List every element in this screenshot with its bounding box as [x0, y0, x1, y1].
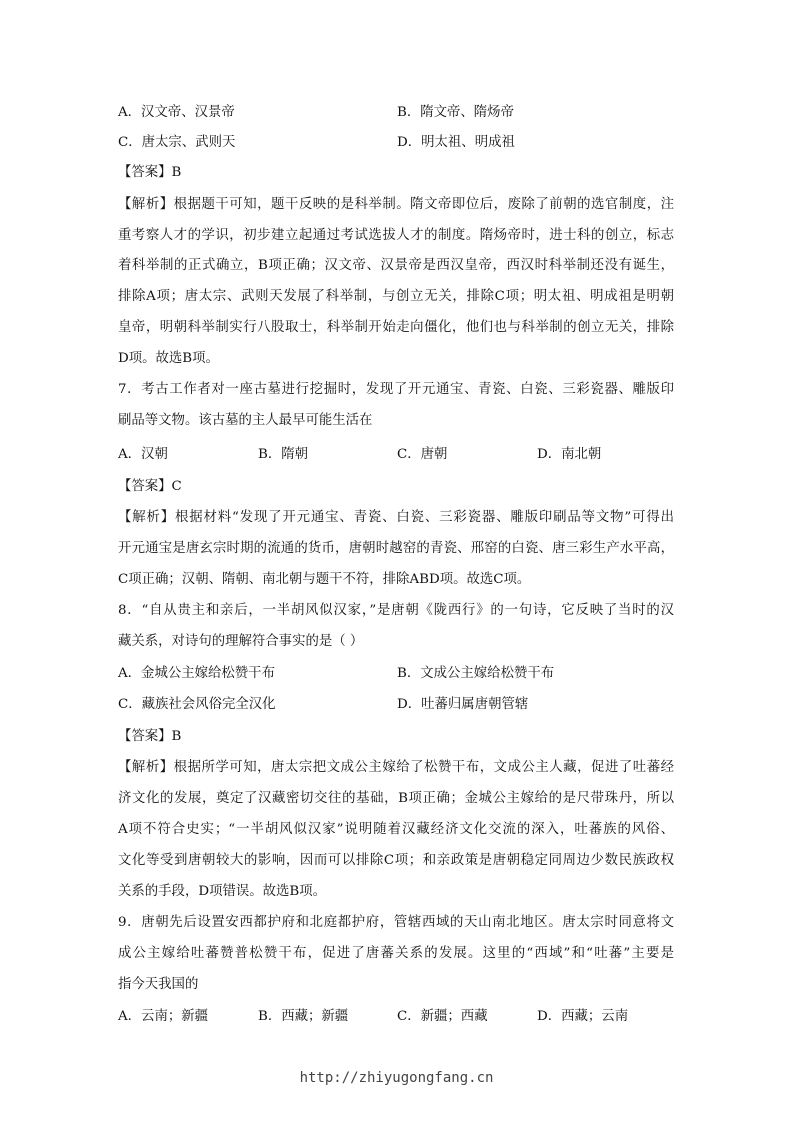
q8-analysis-line-1: 【解析】根据所学可知，唐太宗把文成公主嫁给了松赞干布，文成公主人藏，促进了吐蕃经 — [118, 760, 674, 775]
q6-option-c: C．唐太宗、武则天 — [118, 135, 236, 150]
q7-analysis-line-1: 【解析】根据材料“发现了开元通宝、青瓷、白瓷、三彩瓷器、雕版印刷品等文物”可得出 — [118, 510, 674, 525]
q9-stem-line-2: 成公主嫁给吐蕃赞普松赞干布，促进了唐蕃关系的发展。这里的“西域”和“吐蕃”主要是 — [118, 946, 674, 961]
q7-option-d: D．南北朝 — [537, 447, 602, 462]
q9-option-c: C．新疆；西藏 — [397, 1009, 488, 1024]
q6-analysis-line-4: 排除A项；唐太宗、武则天发展了科举制，与创立无关，排除C项；明太祖、明成祖是明朝 — [118, 289, 674, 304]
q8-stem-line-1: 8．“自从贵主和亲后，一半胡风似汉家，”是唐朝《陇西行》的一句诗，它反映了当时的汉 — [118, 603, 674, 618]
q8-option-d: D．吐蕃归属唐朝管辖 — [397, 697, 529, 712]
q6-option-b: B．隋文帝、隋炀帝 — [397, 105, 514, 120]
q8-analysis-line-4: 文化等受到唐朝较大的影响，因而可以排除C项；和亲政策是唐朝稳定同周边少数民族政权 — [118, 853, 674, 868]
q9-option-b: B．西藏；新疆 — [258, 1009, 349, 1024]
q8-analysis-line-2: 济文化的发展，奠定了汉藏密切交往的基础，B项正确；金城公主嫁给的是尺带珠丹，所以 — [118, 791, 674, 806]
q6-analysis-line-5: 皇帝，明朝科举制实行八股取士，科举制开始走向僵化，他们也与科举制的创立无关，排除 — [118, 320, 674, 335]
q7-stem-line-2: 刷品等文物。该古墓的主人最早可能生活在 — [118, 413, 373, 428]
q6-analysis-line-1: 【解析】根据题干可知，题干反映的是科举制。隋文帝即位后，废除了前朝的选官制度，注 — [118, 197, 674, 212]
q7-analysis-line-3: C项正确；汉朝、隋朝、南北朝与题干不符，排除ABD项。故选C项。 — [118, 572, 531, 587]
q7-option-c: C．唐朝 — [397, 447, 448, 462]
q8-stem-line-2: 藏关系，对诗句的理解符合事实的是（ ） — [118, 634, 364, 649]
q9-option-a: A．云南；新疆 — [118, 1009, 209, 1024]
q7-stem-line-1: 7．考古工作者对一座古墓进行挖掘时，发现了开元通宝、青瓷、白瓷、三彩瓷器、雕版印 — [118, 382, 674, 397]
q6-analysis-line-3: 着科举制的正式确立，B项正确；汉文帝、汉景帝是西汉皇帝，西汉时科举制还没有诞生， — [118, 258, 674, 273]
q8-analysis-line-3: A项不符合史实；“一半胡风似汉家”说明随着汉藏经济文化交流的深入，吐蕃族的风俗、 — [118, 822, 674, 837]
q9-stem-line-1: 9．唐朝先后设置安西都护府和北庭都护府，管辖西域的天山南北地区。唐太宗时同意将文 — [118, 915, 674, 930]
q8-option-b: B．文成公主嫁给松赞干布 — [397, 666, 555, 681]
q8-analysis-line-5: 关系的手段，D项错误。故选B项。 — [118, 884, 327, 899]
q6-analysis-line-2: 重考察人才的学识，初步建立起通过考试选拔人才的制度。隋炀帝时，进士科的创立，标志 — [118, 228, 674, 243]
q8-option-c: C．藏族社会风俗完全汉化 — [118, 697, 276, 712]
q9-option-d: D．西藏；云南 — [537, 1009, 629, 1024]
q6-option-a: A．汉文帝、汉景帝 — [118, 105, 235, 120]
q9-stem-line-3: 指今天我国的 — [118, 977, 199, 992]
footer-url: http://zhiyugongfang.cn — [299, 1070, 494, 1086]
q6-option-d: D．明太祖、明成祖 — [397, 135, 515, 150]
q7-option-b: B．隋朝 — [258, 447, 309, 462]
q7-analysis-line-2: 开元通宝是唐玄宗时期的流通的货币，唐朝时越窑的青瓷、邢窑的白瓷、唐三彩生产水平高， — [118, 541, 674, 556]
q7-option-a: A．汉朝 — [118, 447, 168, 462]
q8-option-a: A．金城公主嫁给松赞干布 — [118, 666, 275, 681]
q8-answer: 【答案】B — [118, 729, 182, 744]
q6-answer: 【答案】B — [118, 165, 182, 180]
q6-analysis-line-6: D项。故选B项。 — [118, 351, 219, 366]
q7-answer: 【答案】C — [118, 479, 182, 494]
